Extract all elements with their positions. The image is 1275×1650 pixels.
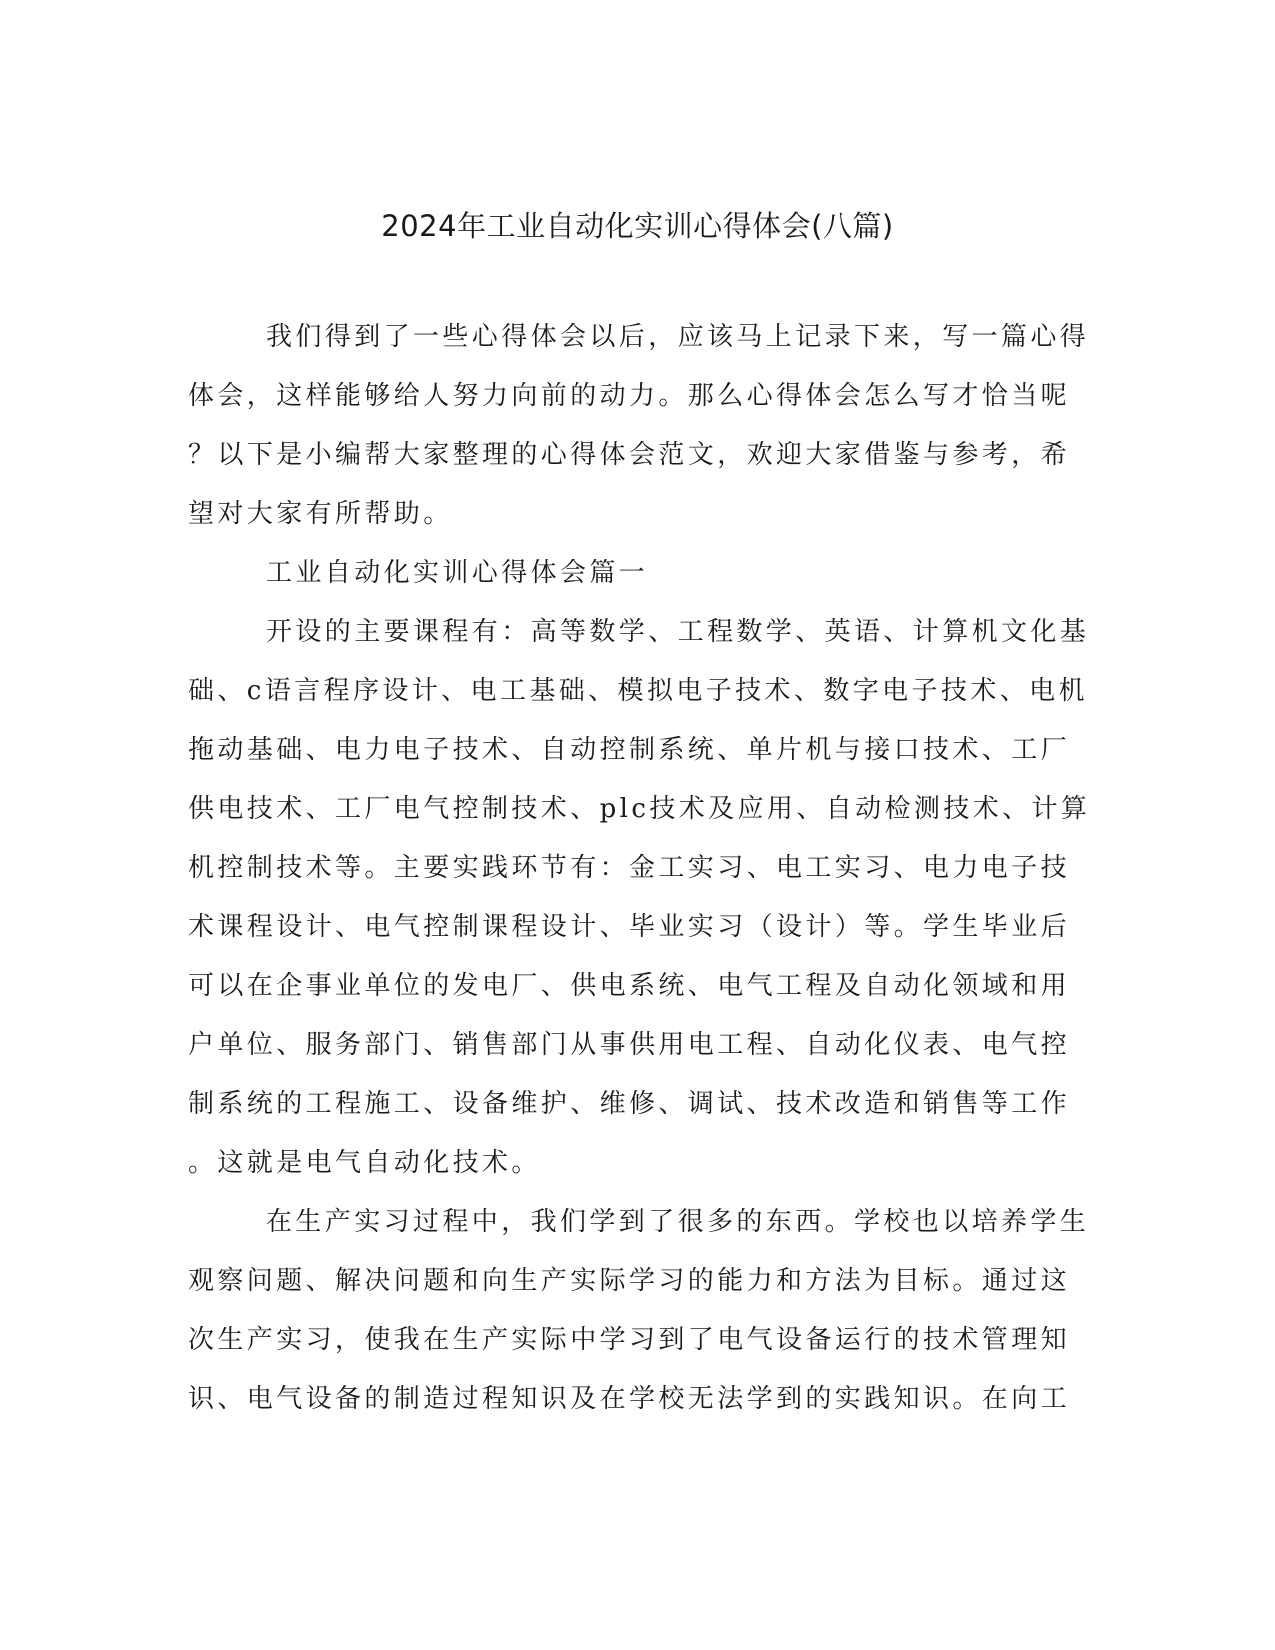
document-title: 2024年工业自动化实训心得体会(八篇) [381,209,894,243]
body-line: 拖动基础、电力电子技术、自动控制系统、单片机与接口技术、工厂 [188,735,1071,765]
body-line: 次生产实习，使我在生产实际中学习到了电气设备运行的技术管理知 [188,1325,1071,1355]
body-line: 户单位、服务部门、销售部门从事供用电工程、自动化仪表、电气控 [188,1030,1071,1060]
body-line: 开设的主要课程有：高等数学、工程数学、英语、计算机文化基 [266,617,1090,647]
body-line: 识、电气设备的制造过程知识及在学校无法学到的实践知识。在向工 [188,1384,1071,1414]
body-line: 可以在企事业单位的发电厂、供电系统、电气工程及自动化领域和用 [188,971,1071,1001]
body-line: 机控制技术等。主要实践环节有：金工实习、电工实习、电力电子技 [188,853,1071,883]
body-line: 观察问题、解决问题和向生产实际学习的能力和方法为目标。通过这 [188,1266,1071,1296]
section-heading: 工业自动化实训心得体会篇一 [266,558,649,588]
body-line: 。这就是电气自动化技术。 [188,1148,541,1178]
body-line: 术课程设计、电气控制课程设计、毕业实习（设计）等。学生毕业后 [188,912,1071,942]
body-line: 体会，这样能够给人努力向前的动力。那么心得体会怎么写才恰当呢 [188,381,1071,411]
body-line: 在生产实习过程中，我们学到了很多的东西。学校也以培养学生 [266,1207,1090,1237]
body-line: 制系统的工程施工、设备维护、维修、调试、技术改造和销售等工作 [188,1089,1071,1119]
body-line: 望对大家有所帮助。 [188,499,453,529]
body-line: 供电技术、工厂电气控制技术、plc技术及应用、自动检测技术、计算 [188,794,1091,824]
body-line: 我们得到了一些心得体会以后，应该马上记录下来，写一篇心得 [266,322,1090,352]
body-line: 础、c语言程序设计、电工基础、模拟电子技术、数字电子技术、电机 [188,676,1088,706]
body-line: ？以下是小编帮大家整理的心得体会范文，欢迎大家借鉴与参考，希 [188,440,1071,470]
